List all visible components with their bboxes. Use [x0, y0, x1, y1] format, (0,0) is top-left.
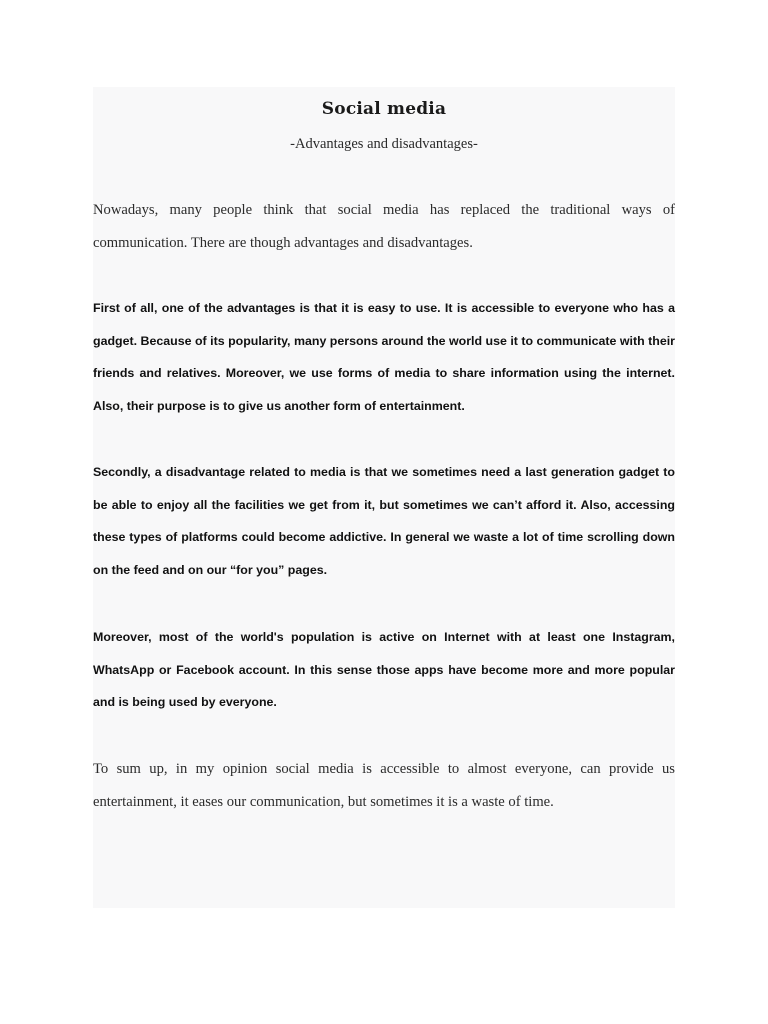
paragraph-conclusion: To sum up, in my opinion social media is accessible to almost everyone, can provide us entertainment, it eases our communication, but sometimes it is a waste of time.: [93, 761, 675, 810]
document-page: [93, 87, 675, 908]
document-subtitle: -Advantages and disadvantages-: [290, 136, 478, 152]
paragraph-advantages: First of all, one of the advantages is that it is easy to use. It is accessible to everyone who has a gadget. Because of its popularity, many persons around the world use it to communicate with their friends and relatives. Moreover, we use forms of media to share information using the internet. Also, their purpose is to give us another form of entertainment.: [93, 301, 675, 414]
paragraph-introduction: Nowadays, many people think that social media has replaced the traditional ways of communication. There are though advantages and disadvantages.: [93, 202, 675, 251]
paragraph-popularity: Moreover, most of the world's population is active on Internet with at least one Instagram, WhatsApp or Facebook account. In this sense those apps have become more and more popular and is being used by everyone.: [93, 630, 675, 710]
paragraph-disadvantages: Secondly, a disadvantage related to media is that we sometimes need a last generation gadget to be able to enjoy all the facilities we get from it, but sometimes we can’t afford it. Also, accessing these types of platforms could become addictive. In general we waste a lot of time scrolling down on the feed and on our “for you” pages.: [93, 465, 675, 578]
document-title: Social media: [321, 99, 447, 119]
